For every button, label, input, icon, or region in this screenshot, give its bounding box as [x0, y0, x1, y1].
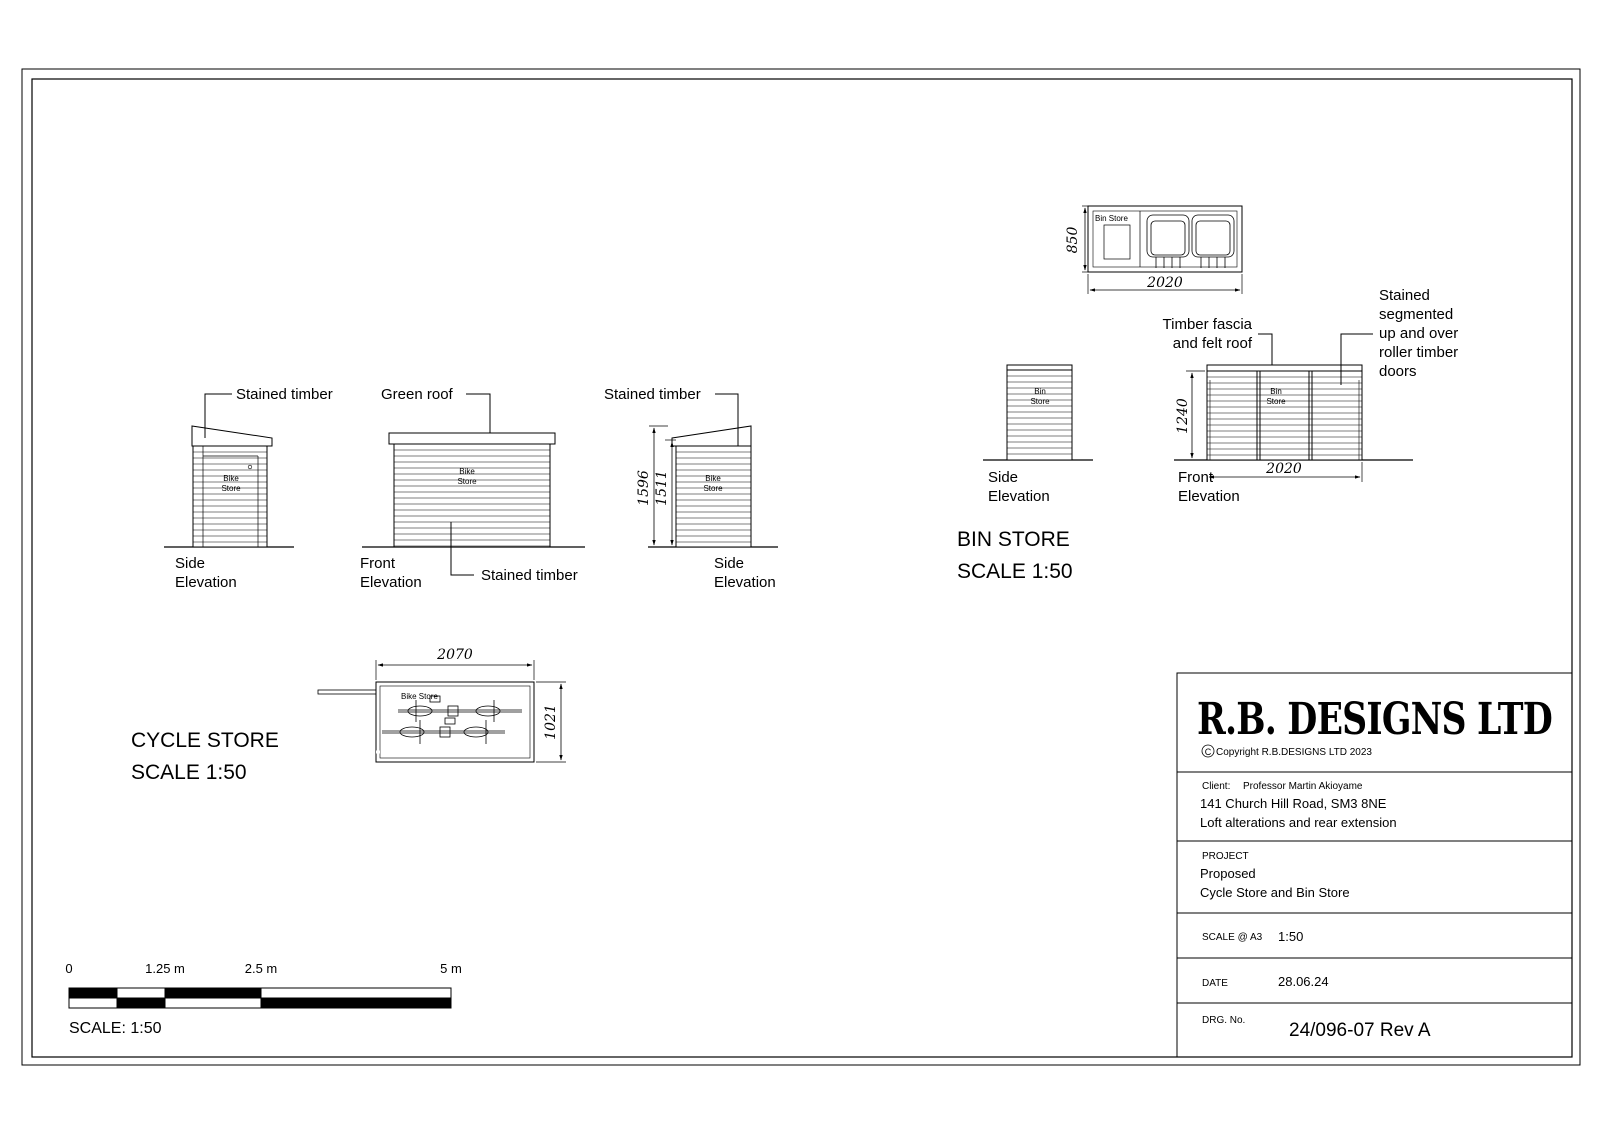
callout-doors: Stained — [1379, 287, 1430, 304]
view-title: Side — [714, 555, 745, 572]
project-line-1: Proposed — [1200, 866, 1256, 881]
client-name: Professor Martin Akioyame — [1243, 781, 1363, 792]
scale-tick-label: 0 — [65, 961, 73, 976]
roof — [672, 426, 751, 446]
drawing-number-label: DRG. No. — [1202, 1015, 1246, 1026]
callout-doors: up and over — [1379, 325, 1459, 342]
bin-store-label: Bin — [1034, 387, 1046, 396]
dimension-label: 1596 — [636, 470, 652, 506]
project-line-2: Cycle Store and Bin Store — [1200, 885, 1350, 900]
wheelie-bin-symbol — [1192, 215, 1234, 268]
plan-inset — [1104, 225, 1130, 259]
cycle-store-scale: SCALE 1:50 — [131, 761, 247, 784]
scale-value: 1:50 — [1278, 929, 1304, 944]
wheelie-bin-symbol — [1147, 215, 1189, 268]
dimension-label: 2070 — [437, 647, 473, 663]
callout-stained-timber: Stained timber — [481, 567, 578, 584]
copyright-symbol: C — [1204, 747, 1212, 757]
dimension-label: 850 — [1065, 226, 1081, 254]
bin-store-label: Bin — [1270, 387, 1282, 396]
dimension-label: 1240 — [1175, 398, 1191, 434]
dimension-label: 2020 — [1266, 461, 1302, 477]
view-title: Elevation — [1178, 488, 1240, 505]
dimension-label: 1511 — [654, 470, 670, 506]
bike-store-label: Store — [457, 477, 477, 486]
bike-store-label: Bike — [223, 474, 239, 483]
cycle-side-elevation-left — [164, 394, 294, 547]
callout-leader-fascia — [1258, 334, 1272, 365]
callout-leader-top — [466, 394, 490, 433]
roof — [1207, 365, 1362, 371]
date-value: 28.06.24 — [1278, 974, 1329, 989]
scale-bar — [69, 988, 451, 1008]
wall-body — [676, 446, 751, 547]
wall-body — [394, 444, 550, 547]
bin-store-label: Store — [1266, 397, 1286, 406]
plan-label: Bike Store — [401, 692, 438, 701]
callout-stained-timber: Stained timber — [236, 386, 333, 403]
callout-doors: roller timber — [1379, 344, 1459, 361]
bike-store-label: Store — [221, 484, 241, 493]
cycle-store-plan — [318, 660, 566, 762]
view-title: Elevation — [714, 574, 776, 591]
dimension-label: 1021 — [543, 704, 559, 740]
callout-doors: segmented — [1379, 306, 1454, 323]
bin-front-elevation — [1174, 334, 1413, 482]
cycle-store-heading: CYCLE STORE — [131, 729, 279, 752]
bin-side-elevation — [983, 365, 1093, 460]
callout-timber-fascia: and felt roof — [1172, 335, 1252, 352]
site-address: 141 Church Hill Road, SM3 8NE — [1200, 796, 1387, 811]
copyright-text: Copyright R.B.DESIGNS LTD 2023 — [1216, 747, 1372, 758]
scale-tick-label: 5 m — [440, 961, 462, 976]
bike-store-label: Bike — [705, 474, 721, 483]
scale-tick-label: 2.5 m — [244, 961, 278, 976]
bike-store-label: Store — [703, 484, 723, 493]
callout-stained-timber: Stained timber — [604, 386, 701, 403]
bin-store-label: Store — [1030, 397, 1050, 406]
view-title: Front — [360, 555, 396, 572]
company-logo: R.B. DESIGNS LTD — [1197, 694, 1552, 745]
wall-body — [1007, 370, 1072, 460]
view-title: Elevation — [175, 574, 237, 591]
callout-timber-fascia: Timber fascia — [1162, 316, 1252, 333]
bin-store-scale: SCALE 1:50 — [957, 560, 1073, 583]
view-title: Side — [988, 469, 1019, 486]
view-title: Front — [1178, 469, 1214, 486]
open-door-leaf — [318, 690, 376, 694]
bin-store-heading: BIN STORE — [957, 528, 1070, 551]
scale-caption: SCALE: 1:50 — [69, 1020, 162, 1037]
roof — [1007, 365, 1072, 370]
wall-body — [1207, 371, 1362, 460]
drawing-number: 24/096-07 Rev A — [1289, 1020, 1431, 1041]
plan-label: Bin Store — [1095, 214, 1128, 223]
outer-border — [22, 69, 1580, 1065]
bicycle-symbol — [382, 718, 505, 744]
scale-tick-label: 1.25 m — [145, 961, 185, 976]
wall-body — [193, 446, 267, 547]
inner-border — [32, 79, 1572, 1057]
bike-store-label: Bike — [459, 467, 475, 476]
roof — [389, 433, 555, 444]
callout-green-roof: Green roof — [381, 386, 453, 403]
project-label: PROJECT — [1202, 851, 1249, 862]
view-title: Side — [175, 555, 206, 572]
client-label: Client: — [1202, 781, 1231, 792]
date-label: DATE — [1202, 978, 1228, 989]
view-title: Elevation — [988, 488, 1050, 505]
scale-label: SCALE @ A3 — [1202, 932, 1263, 943]
dimension-label: 2020 — [1147, 275, 1183, 291]
callout-doors: doors — [1379, 363, 1417, 380]
view-title: Elevation — [360, 574, 422, 591]
project-works: Loft alterations and rear extension — [1200, 815, 1397, 830]
roof — [192, 426, 272, 446]
